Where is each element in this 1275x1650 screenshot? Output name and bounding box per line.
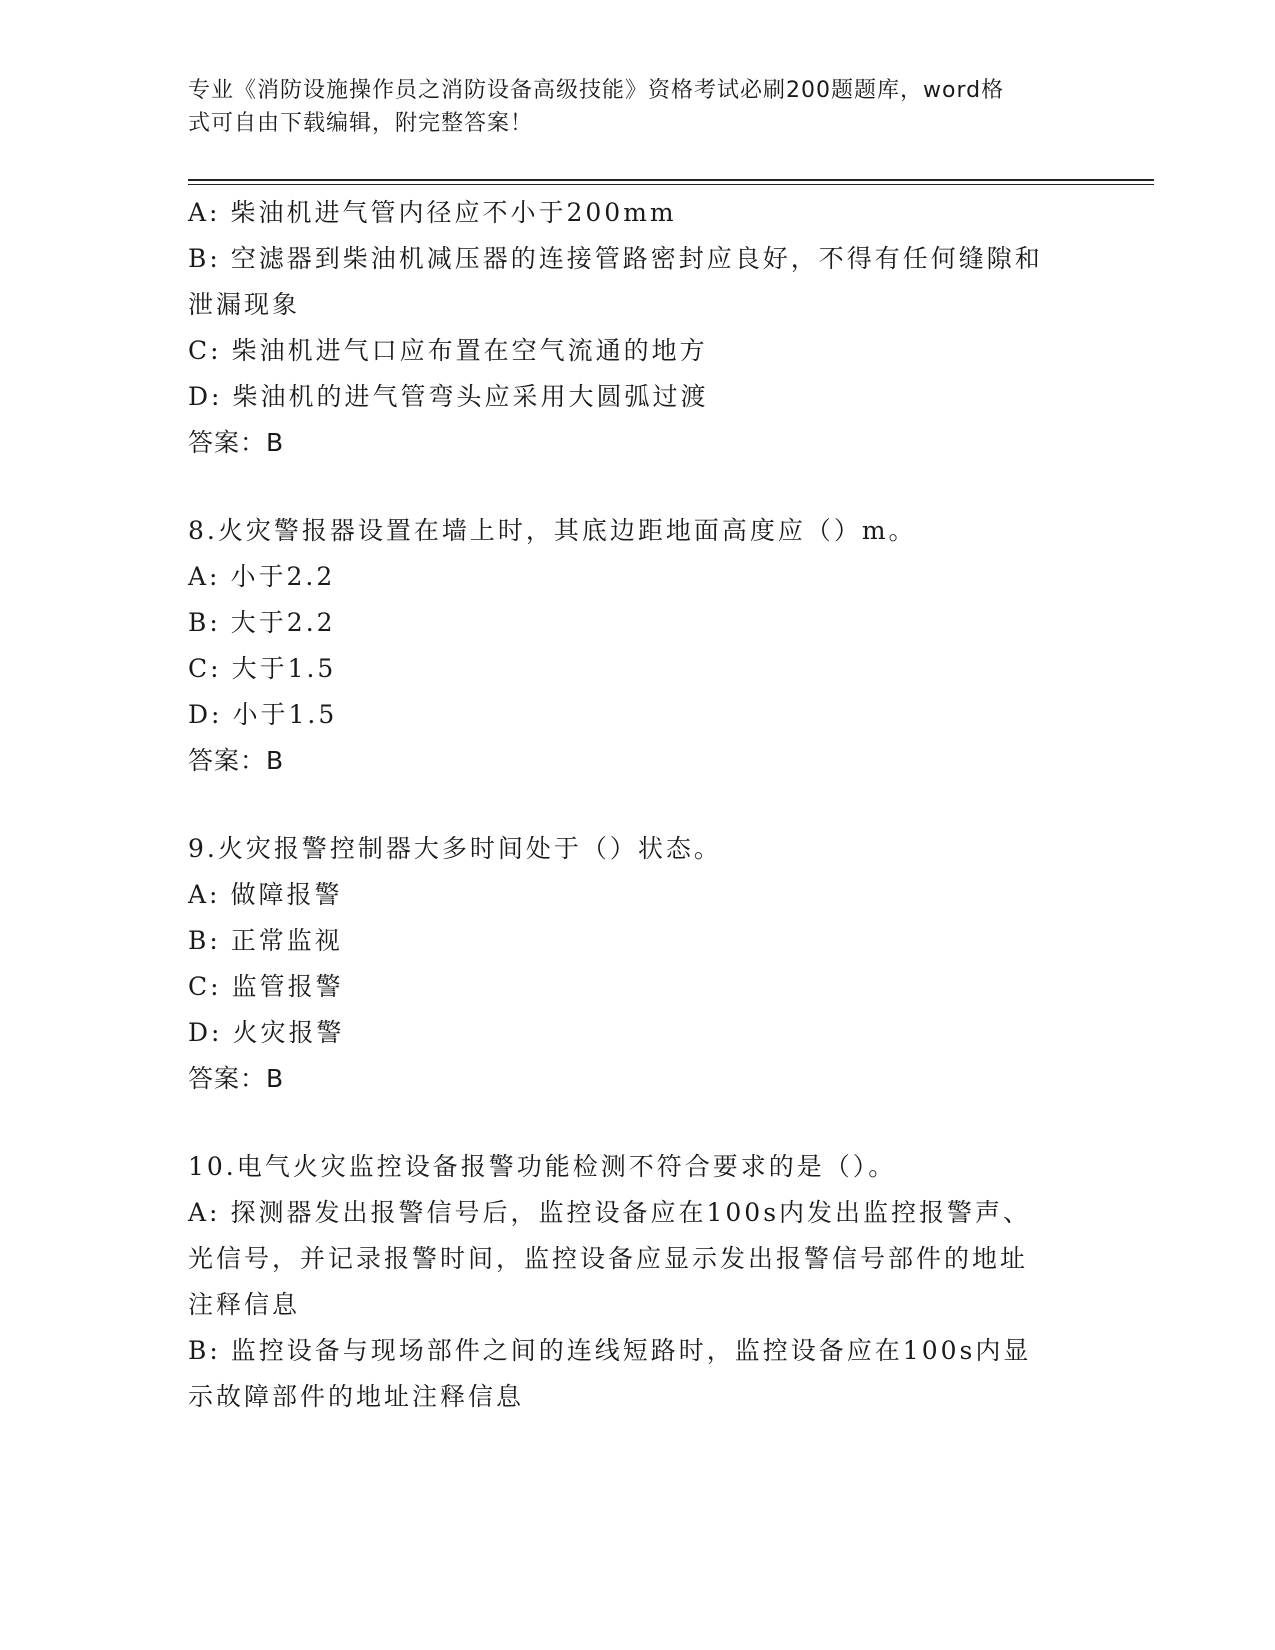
question-8 xyxy=(188,508,1078,784)
option-b: B: 大于2.2 xyxy=(188,608,336,637)
option-a: A: 柴油机进气管内径应不小于200mm xyxy=(188,198,677,227)
question-10 xyxy=(188,1144,1078,1420)
option-b: B: 监控设备与现场部件之间的连线短路时，监控设备应在100s内显 xyxy=(188,1336,1032,1365)
question-stem: 10.电气火灾监控设备报警功能检测不符合要求的是（）。 xyxy=(188,1152,897,1181)
spacer xyxy=(188,466,1078,508)
option-c: C: 监管报警 xyxy=(188,972,344,1001)
header-divider-thick xyxy=(188,179,1154,181)
option-c: C: 柴油机进气口应布置在空气流通的地方 xyxy=(188,336,708,365)
header-line-1: 专业《消防设施操作员之消防设备高级技能》资格考试必刷200题题库，word格 xyxy=(188,78,1005,103)
header-divider-thin xyxy=(188,184,1154,185)
document-header xyxy=(188,74,1068,140)
option-b: B: 正常监视 xyxy=(188,926,343,955)
header-line-2: 式可自由下载编辑，附完整答案！ xyxy=(188,111,534,136)
option-b: B: 空滤器到柴油机减压器的连接管路密封应良好，不得有任何缝隙和 xyxy=(188,244,1043,273)
option-a-continued: 注释信息 xyxy=(188,1290,301,1319)
spacer xyxy=(188,784,1078,826)
option-a: A: 小于2.2 xyxy=(188,562,336,591)
option-a-continued: 光信号，并记录报警时间，监控设备应显示发出报警信号部件的地址 xyxy=(188,1244,1029,1273)
option-d: D: 火灾报警 xyxy=(188,1018,345,1047)
question-7-continuation xyxy=(188,190,1078,466)
option-c: C: 大于1.5 xyxy=(188,654,337,683)
answer: 答案：B xyxy=(188,428,285,457)
question-9 xyxy=(188,826,1078,1102)
option-b-continued: 泄漏现象 xyxy=(188,290,301,319)
question-stem: 8.火灾警报器设置在墙上时，其底边距地面高度应（）m。 xyxy=(188,516,917,545)
option-d: D: 小于1.5 xyxy=(188,700,338,729)
question-stem: 9.火灾报警控制器大多时间处于（）状态。 xyxy=(188,834,722,863)
question-content xyxy=(188,190,1078,1420)
option-a: A: 探测器发出报警信号后，监控设备应在100s内发出监控报警声、 xyxy=(188,1198,1032,1227)
answer: 答案：B xyxy=(188,746,285,775)
option-a: A: 做障报警 xyxy=(188,880,343,909)
spacer xyxy=(188,1102,1078,1144)
option-d: D: 柴油机的进气管弯头应采用大圆弧过渡 xyxy=(188,382,709,411)
answer: 答案：B xyxy=(188,1064,285,1093)
option-b-continued: 示故障部件的地址注释信息 xyxy=(188,1382,525,1411)
